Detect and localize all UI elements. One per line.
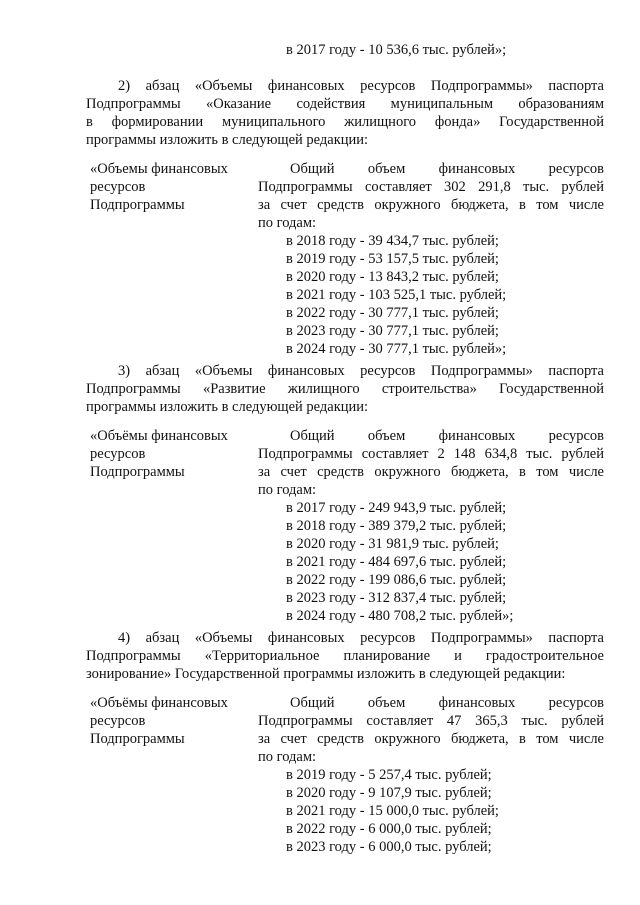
section-3-amount-4: в 2021 году - 484 697,6 тыс. рублей;	[286, 554, 507, 570]
section-2-desc-line-3: за счет средств окружного бюджета, в том числе	[258, 197, 604, 213]
section-3-para-line-3: программы изложить в следующей редакции:	[86, 399, 369, 415]
section-4-label-line-3: Подпрограммы	[90, 731, 185, 747]
section-4-amount-1: в 2019 году - 5 257,4 тыс. рублей;	[286, 767, 492, 783]
section-2-label-line-3: Подпрограммы	[90, 197, 185, 213]
section-3-label-line-1: «Объёмы финансовых	[90, 428, 228, 444]
section-2-para-line-2: Подпрограммы «Оказание содействия муниципальным образованиям	[86, 96, 604, 112]
section-3-para-line-2: Подпрограммы «Развитие жилищного строительства» Государственной	[86, 381, 604, 397]
section-2-para-line-1: 2) абзац «Объемы финансовых ресурсов Подпрограммы» паспорта	[118, 78, 604, 94]
section-2-amount-4: в 2021 году - 103 525,1 тыс. рублей;	[286, 287, 507, 303]
section-4-para-line-3: зонирование» Государственной программы изложить в следующей редакции:	[86, 666, 566, 682]
section-2-label-line-1: «Объемы финансовых	[90, 161, 228, 177]
section-3-desc-line-3: за счет средств окружного бюджета, в том числе	[258, 464, 604, 480]
section-3-amount-3: в 2020 году - 31 981,9 тыс. рублей;	[286, 536, 499, 552]
section-3-amount-6: в 2023 году - 312 837,4 тыс. рублей;	[286, 590, 507, 606]
section-4-para-line-2: Подпрограммы «Территориальное планирование и градостроительное	[86, 648, 604, 664]
section-4-amount-5: в 2023 году - 6 000,0 тыс. рублей;	[286, 839, 492, 855]
section-3-desc-line-1: Общий объем финансовых ресурсов	[290, 428, 604, 444]
section-4-amount-2: в 2020 году - 9 107,9 тыс. рублей;	[286, 785, 492, 801]
section-3-label-line-2: ресурсов	[90, 446, 146, 462]
section-2-amount-3: в 2020 году - 13 843,2 тыс. рублей;	[286, 269, 499, 285]
section-2-desc-line-2: Подпрограммы составляет 302 291,8 тыс. рублей	[258, 179, 604, 195]
section-3-desc-line-2: Подпрограммы составляет 2 148 634,8 тыс. рублей	[258, 446, 604, 462]
section-3-amount-5: в 2022 году - 199 086,6 тыс. рублей;	[286, 572, 507, 588]
section-4-para-line-1: 4) абзац «Объемы финансовых ресурсов Подпрограммы» паспорта	[118, 630, 604, 646]
section-4-desc-line-4: по годам:	[258, 749, 317, 765]
section-3-amount-1: в 2017 году - 249 943,9 тыс. рублей;	[286, 500, 507, 516]
section-4-amount-3: в 2021 году - 15 000,0 тыс. рублей;	[286, 803, 499, 819]
section-2-desc-line-1: Общий объем финансовых ресурсов	[290, 161, 604, 177]
section-2-amount-2: в 2019 году - 53 157,5 тыс. рублей;	[286, 251, 499, 267]
section-2-amount-1: в 2018 году - 39 434,7 тыс. рублей;	[286, 233, 499, 249]
section-2-amount-5: в 2022 году - 30 777,1 тыс. рублей;	[286, 305, 499, 321]
section-4-desc-line-2: Подпрограммы составляет 47 365,3 тыс. рублей	[258, 713, 604, 729]
section-2-para-line-3: в формировании муниципального жилищного фонда» Государственной	[86, 114, 604, 130]
section-3-label-line-3: Подпрограммы	[90, 464, 185, 480]
section-3-desc-line-4: по годам:	[258, 482, 317, 498]
section-2-amount-6: в 2023 году - 30 777,1 тыс. рублей;	[286, 323, 499, 339]
section-3-amount-7: в 2024 году - 480 708,2 тыс. рублей»;	[286, 608, 514, 624]
section-2-label-line-2: ресурсов	[90, 179, 146, 195]
section-3-amount-2: в 2018 году - 389 379,2 тыс. рублей;	[286, 518, 507, 534]
section-4-desc-line-1: Общий объем финансовых ресурсов	[290, 695, 604, 711]
top-line: в 2017 году - 10 536,6 тыс. рублей»;	[286, 42, 507, 58]
section-2-desc-line-4: по годам:	[258, 215, 317, 231]
section-4-desc-line-3: за счет средств окружного бюджета, в том числе	[258, 731, 604, 747]
section-3-para-line-1: 3) абзац «Объемы финансовых ресурсов Подпрограммы» паспорта	[118, 363, 604, 379]
section-2-amount-7: в 2024 году - 30 777,1 тыс. рублей»;	[286, 341, 507, 357]
section-4-amount-4: в 2022 году - 6 000,0 тыс. рублей;	[286, 821, 492, 837]
section-4-label-line-1: «Объёмы финансовых	[90, 695, 228, 711]
section-2-para-line-4: программы изложить в следующей редакции:	[86, 132, 369, 148]
section-4-label-line-2: ресурсов	[90, 713, 146, 729]
